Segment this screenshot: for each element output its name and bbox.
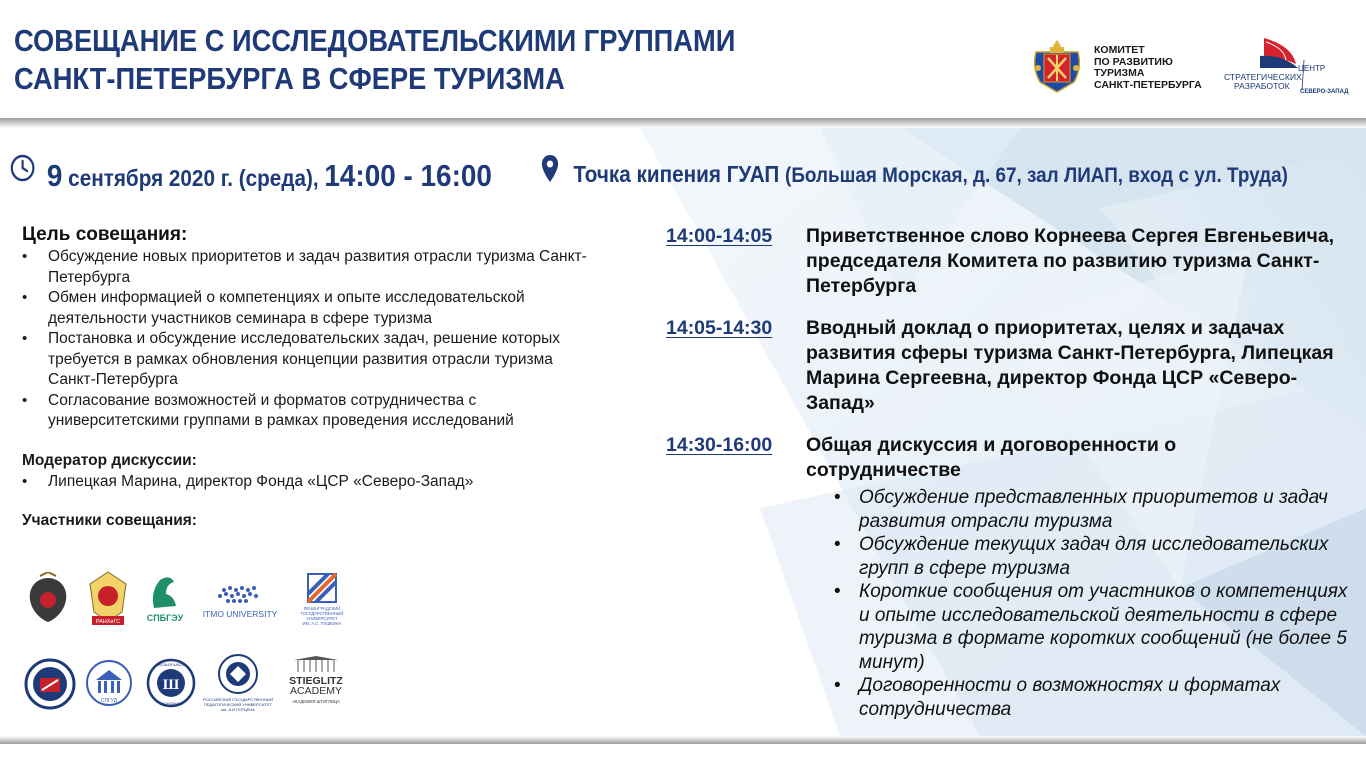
spbgeu-label: СПБГЭУ — [146, 613, 184, 623]
header — [0, 0, 1366, 118]
csr-dev-label: РАЗРАБОТОК — [1234, 81, 1290, 91]
left-column — [22, 224, 602, 531]
date-day: 9 — [46, 158, 63, 193]
list-item: • Короткие сообщения от участников о компетенциях и опыте исследовательской деятельности в сфере туризма в формате коротких сообщений (не более 5 минут) — [834, 580, 1356, 674]
participants-heading: Участники совещания: — [22, 512, 197, 529]
stieglitz-sub-label: АКАДЕМИЯ ШТИГЛИЦА — [292, 699, 340, 704]
place-main: Точка кипения ГУАП — [573, 161, 780, 187]
csr-nw-label: СЕВЕРО-ЗАПАД — [1300, 89, 1349, 95]
title-line-2: САНКТ-ПЕТЕРБУРГА В СФЕРЕ ТУРИЗМА — [14, 61, 565, 96]
csr-center-label: ЦЕНТР — [1298, 64, 1326, 73]
committee-name: КОМИТЕТ ПО РАЗВИТИЮ ТУРИЗМА САНКТ-ПЕТЕРБУРГА — [1094, 44, 1202, 91]
lgu-label-1: ЛЕНИНГРАДСКИЙ — [303, 606, 341, 611]
herzen-label-1: РОССИЙСКИЙ ГОСУДАРСТВЕННЫЙ — [202, 697, 274, 702]
lgu-label-4: ИМ. А.С. ПУШКИНА — [302, 621, 342, 626]
svg-text:Ш: Ш — [162, 677, 180, 693]
itmo-logo-icon — [200, 582, 280, 622]
agenda-text: Приветственное слово Корнеева Сергея Евгеньевича, председателя Комитета по развитию туризма Санкт-Петербурга — [806, 225, 1335, 297]
stieglitz-academy-logo-icon — [288, 656, 344, 710]
agenda-time: 14:05-14:30 — [666, 317, 773, 339]
agenda-item — [666, 224, 1356, 299]
clock-icon — [10, 154, 35, 182]
event-date — [47, 158, 492, 194]
footer-divider — [0, 736, 1366, 744]
agenda-sublist — [834, 486, 1356, 721]
event-dateline — [10, 152, 1288, 193]
lgu-label-3: УНИВЕРСИТЕТ — [306, 616, 338, 621]
agenda-time: 14:00-14:05 — [666, 225, 773, 247]
list-item: • Договоренности о возможностях и форматах сотрудничества — [834, 674, 1356, 721]
agenda-time: 14:30-16:00 — [666, 434, 773, 456]
list-item: • Постановка и обсуждение исследовательских задач, решение которых требуется в рамках обновления концепции развития отрасли туризма Санкт-Петербурга — [22, 329, 602, 391]
technical-university-emblem-icon — [24, 658, 76, 710]
herzen-label-3: им. А.И.ГЕРЦЕНА — [221, 707, 255, 712]
list-item: • Обсуждение новых приоритетов и задач развития отрасли туризма Санкт-Петербурга — [22, 247, 602, 288]
ranhigs-emblem-icon — [86, 570, 130, 628]
list-item: • Обсуждение текущих задач для исследовательских групп в сфере туризма — [834, 533, 1356, 580]
spgud-label: СПГУД — [100, 698, 118, 704]
agenda-text: Вводный доклад о приоритетах, целях и задачах развития сферы туризма Санкт-Петербурга, Липецкая Марина Сергеевна, директор Фонда ЦСР «Северо-Запад» — [806, 317, 1334, 414]
title-line-1: СОВЕЩАНИЕ С ИССЛЕДОВАТЕЛЬСКИМИ ГРУППАМИ — [14, 23, 736, 58]
list-item: • Обсуждение представленных приоритетов и задач развития отрасли туризма — [834, 486, 1356, 533]
footer — [0, 744, 1366, 768]
list-item: • Обмен информацией о компетенциях и опыте исследовательской деятельности участников семинара в сфере туризма — [22, 288, 602, 329]
stieglitz-label-2: ACADEMY — [290, 685, 342, 697]
participant-logos — [22, 568, 382, 718]
list-item: • Согласование возможностей и форматов сотрудничества с университетскими группами в рамках проведения исследований — [22, 391, 602, 432]
hse-emblem-icon — [146, 658, 196, 710]
spb-coat-of-arms-icon — [1030, 38, 1084, 94]
eagle-emblem-icon — [24, 572, 72, 626]
event-time: 14:00 - 16:00 — [324, 158, 492, 193]
agenda-item — [666, 433, 1356, 721]
hse-label-2: ЭКОНОМИКИ — [159, 702, 183, 706]
herzen-label-2: ПЕДАГОГИЧЕСКИЙ УНИВЕРСИТЕТ — [203, 702, 273, 707]
goal-list — [22, 247, 602, 432]
ranhigs-label: РАНХиГС — [95, 619, 121, 625]
list-item: • Липецкая Марина, директор Фонда «ЦСР «Северо-Запад» — [22, 472, 602, 493]
agenda-text: Общая дискуссия и договоренности о сотрудничестве — [806, 434, 1177, 481]
moderator-heading: Модератор дискуссии: — [22, 451, 197, 469]
hse-label-1: ВЫСШАЯ ШКОЛА — [155, 663, 187, 667]
agenda-item — [666, 316, 1356, 416]
goal-heading: Цель совещания: — [22, 224, 188, 245]
header-divider — [0, 118, 1366, 128]
date-text: сентября 2020 г. (среда), — [68, 165, 319, 191]
spbgeu-emblem-icon — [144, 572, 186, 624]
moderator-list — [22, 472, 602, 493]
itmo-label: ITMO UNIVERSITY — [202, 609, 278, 619]
csr-strategic-label: СТРАТЕГИЧЕСКИХ — [1224, 72, 1302, 82]
herzen-university-emblem-icon — [200, 652, 276, 718]
lgu-pushkin-emblem-icon — [292, 570, 352, 638]
place-detail: (Большая Морская, д. 67, зал ЛИАП, вход с ул. Труда) — [785, 164, 1288, 187]
event-place — [573, 161, 1288, 188]
agenda — [666, 224, 1356, 721]
page-title — [14, 22, 735, 98]
stieglitz-label-1: STIEGLITZ — [289, 675, 343, 687]
csr-logo — [1222, 38, 1352, 98]
lgu-label-2: ГОСУДАРСТВЕННЫЙ — [300, 611, 344, 616]
spgud-emblem-icon — [84, 658, 134, 710]
location-pin-icon — [541, 154, 559, 184]
